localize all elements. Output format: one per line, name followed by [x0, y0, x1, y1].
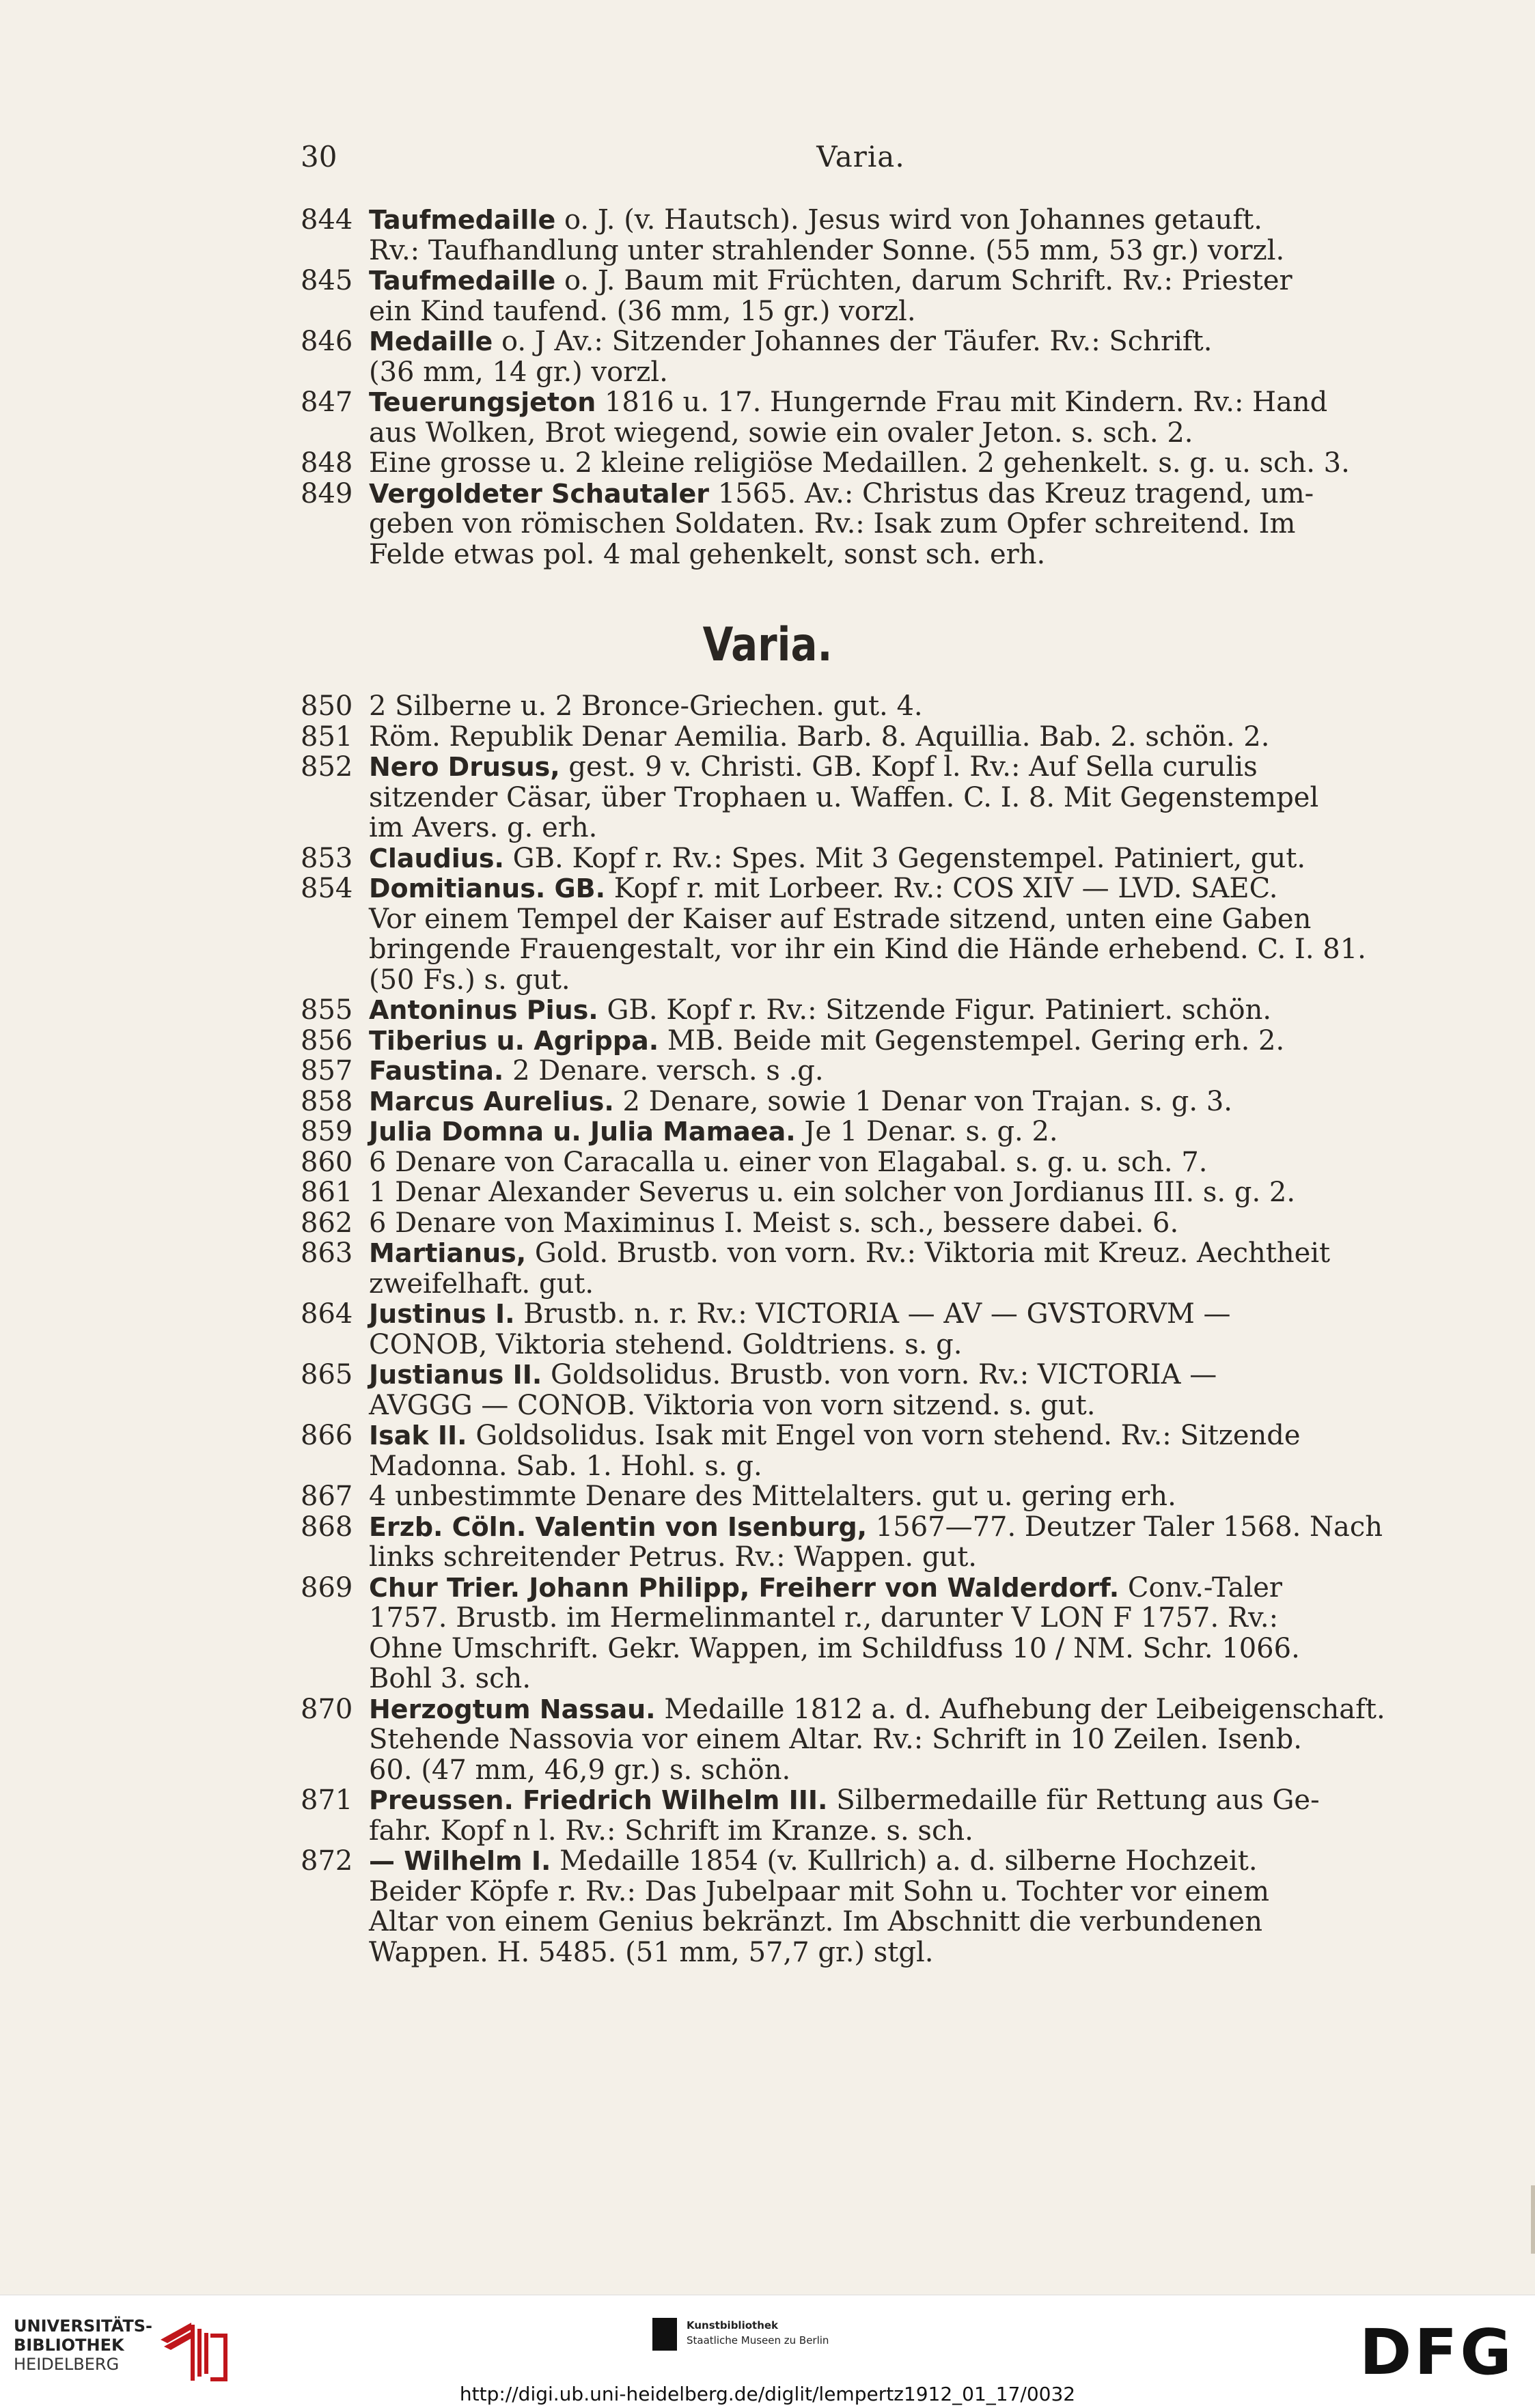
entry-line — [369, 752, 1414, 783]
catalog-entry — [301, 752, 1414, 843]
entry-number: 865 — [301, 1359, 353, 1390]
entry-number: 845 — [301, 265, 353, 296]
section-title: Varia. — [702, 618, 833, 672]
entry-line-text: 6 Denare von Caracalla u. einer von Elagabal. s. g. u. sch. 7. — [369, 1146, 1208, 1178]
entry-line — [369, 296, 1414, 327]
entry-number: 861 — [301, 1177, 353, 1208]
entry-line-text: GB. Kopf r. Rv.: Sitzende Figur. Patiniert. schön. — [598, 994, 1272, 1026]
entry-line-text: Stehende Nassovia vor einem Altar. Rv.: Schrift in 10 Zeilen. Isenb. — [369, 1724, 1302, 1755]
entry-line — [369, 904, 1414, 935]
entry-line — [369, 1785, 1414, 1816]
entry-number: 853 — [301, 842, 353, 874]
entry-number: 848 — [301, 447, 353, 479]
entry-number: 846 — [301, 326, 353, 357]
entry-text — [369, 266, 1414, 326]
entry-line — [369, 1238, 1414, 1269]
entry-text — [369, 1117, 1414, 1147]
entry-number: 858 — [301, 1085, 353, 1117]
entry-line-text: 4 unbestimmte Denare des Mittelalters. gut u. gering erh. — [369, 1481, 1176, 1512]
entry-text — [369, 691, 1414, 722]
entry-heading: Martianus, — [369, 1238, 527, 1268]
entry-line-text: geben von römischen Soldaten. Rv.: Isak zum Opfer schreitend. Im — [369, 508, 1296, 540]
entry-line — [369, 1694, 1414, 1725]
entry-line-text: im Avers. g. erh. — [369, 812, 598, 843]
entry-text — [369, 1694, 1414, 1786]
catalog-entry — [301, 691, 1414, 722]
entry-text — [369, 752, 1414, 843]
entry-text — [369, 326, 1414, 387]
catalog-entry — [301, 722, 1414, 753]
entry-number: 850 — [301, 690, 353, 722]
entry-line-text: 2 Denare, sowie 1 Denar von Trajan. s. g. 3. — [613, 1085, 1232, 1117]
entry-line-text: Röm. Republik Denar Aemilia. Barb. 8. Aquillia. Bab. 2. schön. 2. — [369, 720, 1270, 753]
entry-number: 857 — [301, 1055, 353, 1087]
entry-line — [369, 1542, 1414, 1573]
entry-heading: Domitianus. GB. — [369, 873, 606, 904]
catalog-entry — [301, 1117, 1414, 1147]
entry-line — [369, 1481, 1414, 1512]
entry-text — [369, 1420, 1414, 1481]
entry-line-text: Bohl 3. sch. — [369, 1663, 531, 1694]
entry-line-text: 1816 u. 17. Hungernde Frau mit Kindern. Rv.: Hand — [596, 387, 1328, 418]
catalog-entry — [301, 1177, 1414, 1208]
entry-number: 867 — [301, 1481, 353, 1512]
entry-number: 859 — [301, 1116, 353, 1147]
catalog-entry — [301, 387, 1414, 448]
entry-heading: Preussen. Friedrich Wilhelm III. — [369, 1785, 828, 1815]
entry-line-text: Goldsolidus. Brustb. von vorn. Rv.: VICTORIA — — [542, 1359, 1217, 1390]
entry-text — [369, 1481, 1414, 1512]
catalog-entry — [301, 1694, 1414, 1786]
entry-line-text: Vor einem Tempel der Kaiser auf Estrade sitzend, unten eine Gaben — [369, 903, 1312, 935]
entry-text — [369, 1846, 1414, 1968]
entry-line — [369, 1512, 1414, 1543]
entry-text — [369, 1208, 1414, 1239]
entry-line — [369, 1724, 1414, 1755]
entry-heading: Tiberius u. Agrippa. — [369, 1025, 659, 1056]
entry-line-text: o. J Av.: Sitzender Johannes der Täufer. Rv.: Schrift. — [493, 326, 1213, 357]
entry-line — [369, 1664, 1414, 1694]
entry-text — [369, 1360, 1414, 1420]
catalog-entry — [301, 843, 1414, 874]
entry-text — [369, 1177, 1414, 1208]
entry-line-text: 1565. Av.: Christus das Kreuz tragend, um- — [709, 477, 1314, 509]
entry-line — [369, 1573, 1414, 1604]
entry-line — [369, 1269, 1414, 1300]
catalog-entry — [301, 995, 1414, 1026]
entry-number: 870 — [301, 1693, 353, 1725]
university-library-name: UNIVERSITÄTS- BIBLIOTHEK HEIDELBERG — [14, 2316, 153, 2374]
entry-number: 852 — [301, 751, 353, 783]
catalog-entry — [301, 266, 1414, 326]
entry-text — [369, 873, 1414, 995]
entry-heading: Erzb. Cöln. Valentin von Isenburg, — [369, 1511, 868, 1542]
entry-line — [369, 1117, 1414, 1147]
entry-text — [369, 722, 1414, 753]
entry-line — [369, 1087, 1414, 1117]
entry-line-text: o. J. Baum mit Früchten, darum Schrift. Rv.: Priester — [555, 265, 1292, 296]
kunstbibliothek-logo[interactable] — [652, 2312, 898, 2360]
catalog-entry — [301, 205, 1414, 266]
entry-line-text: zweifelhaft. gut. — [369, 1268, 594, 1300]
entry-text — [369, 205, 1414, 266]
permalink-url[interactable]: http://digi.ub.uni-heidelberg.de/diglit/lempertz1912_01_17/0032 — [459, 2383, 1076, 2405]
entry-text — [369, 995, 1414, 1026]
entry-line-text: gest. 9 v. Christi. GB. Kopf l. Rv.: Auf Sella curulis — [559, 751, 1258, 783]
entry-line-text: bringende Frauengestalt, vor ihr ein Kind die Hände erhebend. C. I. 81. — [369, 934, 1366, 965]
entry-heading: Isak II. — [369, 1420, 467, 1451]
entry-number: 866 — [301, 1420, 353, 1451]
entry-heading: Claudius. — [369, 843, 504, 873]
entry-line-text: 1567—77. Deutzer Taler 1568. Nach — [867, 1511, 1383, 1543]
entry-heading: Medaille — [369, 326, 493, 356]
catalog-entry — [301, 479, 1414, 570]
entry-line-text: Silbermedaille für Rettung aus Ge- — [827, 1784, 1320, 1816]
entry-line-text: ein Kind taufend. (36 mm, 15 gr.) vorzl. — [369, 295, 916, 327]
entry-line-text: Eine grosse u. 2 kleine religiöse Medaillen. 2 gehenkelt. s. g. u. sch. 3. — [369, 447, 1350, 479]
entry-text — [369, 1147, 1414, 1178]
entry-line — [369, 479, 1414, 509]
catalog-entry — [301, 873, 1414, 995]
entry-line — [369, 236, 1414, 266]
entry-line-text: 1757. Brustb. im Hermelinmantel r., darunter V LON F 1757. Rv.: — [369, 1602, 1279, 1634]
entry-text — [369, 387, 1414, 448]
entry-line-text: Je 1 Denar. s. g. 2. — [795, 1116, 1058, 1147]
entry-line-text: Beider Köpfe r. Rv.: Das Jubelpaar mit Sohn u. Tochter vor einem — [369, 1875, 1270, 1907]
entry-line — [369, 387, 1414, 418]
entry-line — [369, 783, 1414, 813]
entry-line-text: 60. (47 mm, 46,9 gr.) s. schön. — [369, 1754, 791, 1786]
catalog-entry — [301, 1026, 1414, 1056]
catalog-entry — [301, 1420, 1414, 1481]
page-number: 30 — [301, 140, 337, 173]
entry-line — [369, 722, 1414, 753]
entry-line — [369, 326, 1414, 357]
entry-line-text: AVGGG — CONOB. Viktoria von vorn sitzend. s. gut. — [369, 1389, 1096, 1421]
entry-text — [369, 479, 1414, 570]
entry-number: 868 — [301, 1511, 353, 1543]
entry-number: 871 — [301, 1784, 353, 1816]
scan-edge — [1531, 2185, 1535, 2254]
kunstbibliothek-name: Kunstbibliothek Staatliche Museen zu Berlin — [687, 2319, 829, 2347]
entry-text — [369, 1026, 1414, 1056]
entry-number: 851 — [301, 720, 353, 753]
entry-line — [369, 1026, 1414, 1056]
entry-line — [369, 357, 1414, 388]
entry-heading: Teuerungsjeton — [369, 387, 596, 417]
entry-number: 844 — [301, 204, 353, 236]
entry-line — [369, 418, 1414, 449]
entry-text — [369, 448, 1414, 479]
entry-text — [369, 1238, 1414, 1299]
university-library-logo[interactable] — [14, 2312, 260, 2388]
entry-line-text: aus Wolken, Brot wiegend, sowie ein ovaler Jeton. s. sch. 2. — [369, 417, 1193, 449]
entry-line — [369, 1816, 1414, 1847]
entry-line — [369, 540, 1414, 570]
catalog-entry — [301, 1299, 1414, 1360]
entry-line-text: 2 Silberne u. 2 Bronce-Griechen. gut. 4. — [369, 690, 923, 722]
entry-line-text: 6 Denare von Maximinus I. Meist s. sch., bessere dabei. 6. — [369, 1207, 1179, 1239]
entry-line — [369, 691, 1414, 722]
entry-line — [369, 1451, 1414, 1482]
entry-number: 855 — [301, 994, 353, 1026]
entry-text — [369, 1512, 1414, 1573]
catalog-entry — [301, 326, 1414, 387]
catalog-entry — [301, 1208, 1414, 1239]
entry-heading: Justinus I. — [369, 1299, 515, 1329]
entry-line — [369, 1390, 1414, 1421]
entry-line-text: Ohne Umschrift. Gekr. Wappen, im Schildfuss 10 / NM. Schr. 1066. — [369, 1632, 1300, 1664]
entry-number: 854 — [301, 873, 353, 904]
entry-number: 849 — [301, 477, 353, 509]
kunstbibliothek-mark-icon — [652, 2318, 677, 2351]
entries-list-varia — [301, 691, 1414, 1968]
entry-number: 860 — [301, 1146, 353, 1178]
entry-line-text: 1 Denar Alexander Severus u. ein solcher von Jordianus III. s. g. 2. — [369, 1177, 1296, 1208]
entry-line-text: Brustb. n. r. Rv.: VICTORIA — AV — GVSTORVM — — [514, 1298, 1231, 1330]
entry-heading: Herzogtum Nassau. — [369, 1694, 656, 1724]
entry-heading: Justianus II. — [369, 1360, 542, 1390]
entry-number: 872 — [301, 1845, 353, 1877]
entry-line-text: Gold. Brustb. von vorn. Rv.: Viktoria mit Kreuz. Aechtheit — [526, 1237, 1331, 1269]
entry-line-text: MB. Beide mit Gegenstempel. Gering erh. 2. — [659, 1024, 1285, 1056]
entry-line — [369, 1147, 1414, 1178]
entry-line — [369, 448, 1414, 479]
entry-number: 847 — [301, 387, 353, 418]
entry-line-text: Medaille 1812 a. d. Aufhebung der Leibeigenschaft. — [655, 1693, 1385, 1725]
entry-text — [369, 1056, 1414, 1087]
entry-line-text: Kopf r. mit Lorbeer. Rv.: COS XIV — LVD. SAEC. — [605, 873, 1278, 904]
entry-line-text: Conv.-Taler — [1119, 1571, 1283, 1604]
entry-text — [369, 843, 1414, 874]
entry-heading: Taufmedaille — [369, 266, 556, 296]
entry-heading: Nero Drusus, — [369, 752, 560, 782]
entry-line — [369, 266, 1414, 296]
entry-line-text: Rv.: Taufhandlung unter strahlender Sonne. (55 mm, 53 gr.) vorzl. — [369, 234, 1285, 266]
catalog-entry — [301, 1512, 1414, 1573]
footer-bar — [0, 2295, 1535, 2408]
entry-line — [369, 1877, 1414, 1907]
entry-line — [369, 873, 1414, 904]
entry-heading: Chur Trier. Johann Philipp, Freiherr von Walderdorf. — [369, 1572, 1120, 1603]
entry-line — [369, 965, 1414, 996]
entry-number: 869 — [301, 1571, 353, 1604]
entry-line — [369, 1056, 1414, 1087]
entry-line — [369, 205, 1414, 236]
entry-line — [369, 1907, 1414, 1937]
entry-line — [369, 1177, 1414, 1208]
dfg-logo[interactable]: DFG — [1359, 2316, 1515, 2389]
entry-line-text: fahr. Kopf n l. Rv.: Schrift im Kranze. s. sch. — [369, 1815, 973, 1847]
entry-line — [369, 1420, 1414, 1451]
entry-heading: Antoninus Pius. — [369, 995, 598, 1025]
entry-heading: Taufmedaille — [369, 205, 556, 235]
catalog-entry — [301, 1785, 1414, 1846]
entry-line-text: Medaille 1854 (v. Kullrich) a. d. silberne Hochzeit. — [551, 1845, 1258, 1877]
entry-text — [369, 1785, 1414, 1846]
entry-number: 863 — [301, 1237, 353, 1269]
entry-heading: Marcus Aurelius. — [369, 1086, 614, 1117]
entry-line-text: (50 Fs.) s. gut. — [369, 964, 570, 996]
entry-line-text: CONOB, Viktoria stehend. Goldtriens. s. g. — [369, 1328, 963, 1360]
entry-line — [369, 509, 1414, 540]
catalog-entry — [301, 1147, 1414, 1178]
entry-line — [369, 934, 1414, 965]
entry-line-text: Felde etwas pol. 4 mal gehenkelt, sonst sch. erh. — [369, 538, 1046, 570]
entry-line-text: sitzender Cäsar, über Trophaen u. Waffen. C. I. 8. Mit Gegenstempel — [369, 781, 1319, 813]
entry-line — [369, 1937, 1414, 1968]
entry-number: 862 — [301, 1207, 353, 1239]
entry-line-text: Goldsolidus. Isak mit Engel von vorn stehend. Rv.: Sitzende — [467, 1420, 1301, 1451]
entry-line-text: Madonna. Sab. 1. Hohl. s. g. — [369, 1450, 762, 1482]
running-title: Varia. — [816, 140, 905, 173]
entry-line — [369, 995, 1414, 1026]
catalog-entry — [301, 1573, 1414, 1694]
entry-line — [369, 1330, 1414, 1360]
catalog-entry — [301, 448, 1414, 479]
entry-line — [369, 1634, 1414, 1664]
entry-line — [369, 1360, 1414, 1390]
entry-heading: Vergoldeter Schautaler — [369, 478, 710, 509]
university-library-mark-icon — [157, 2319, 232, 2384]
entry-text — [369, 1087, 1414, 1117]
entry-line-text: o. J. (v. Hautsch). Jesus wird von Johannes getauft. — [555, 204, 1262, 236]
entry-line-text: GB. Kopf r. Rv.: Spes. Mit 3 Gegenstempel. Patiniert, gut. — [503, 842, 1306, 874]
entry-line-text: 2 Denare. versch. s .g. — [503, 1055, 824, 1087]
entry-line-text: Altar von einem Genius bekränzt. Im Abschnitt die verbundenen — [369, 1906, 1262, 1937]
entry-line — [369, 813, 1414, 843]
entry-heading: Faustina. — [369, 1056, 504, 1086]
entry-line — [369, 1299, 1414, 1330]
entry-text — [369, 1299, 1414, 1360]
entry-heading: Julia Domna u. Julia Mamaea. — [369, 1117, 796, 1147]
catalog-entry — [301, 1087, 1414, 1117]
catalog-entry — [301, 1846, 1414, 1968]
entry-line-text: links schreitender Petrus. Rv.: Wappen. gut. — [369, 1541, 978, 1573]
entry-number: 856 — [301, 1024, 353, 1056]
entry-heading: — Wilhelm I. — [369, 1846, 551, 1876]
entries-list-top — [301, 205, 1414, 570]
entry-number: 864 — [301, 1298, 353, 1330]
entry-line — [369, 1603, 1414, 1634]
catalog-entry — [301, 1238, 1414, 1299]
entry-line — [369, 1846, 1414, 1877]
entry-line-text: Wappen. H. 5485. (51 mm, 57,7 gr.) stgl. — [369, 1936, 934, 1968]
catalog-entry — [301, 1056, 1414, 1087]
catalog-entry — [301, 1360, 1414, 1420]
page-header — [301, 140, 1421, 181]
catalog-entry — [301, 1481, 1414, 1512]
entry-text — [369, 1573, 1414, 1694]
entry-line — [369, 1208, 1414, 1239]
entry-line — [369, 843, 1414, 874]
entry-line — [369, 1755, 1414, 1786]
entry-line-text: (36 mm, 14 gr.) vorzl. — [369, 356, 668, 388]
